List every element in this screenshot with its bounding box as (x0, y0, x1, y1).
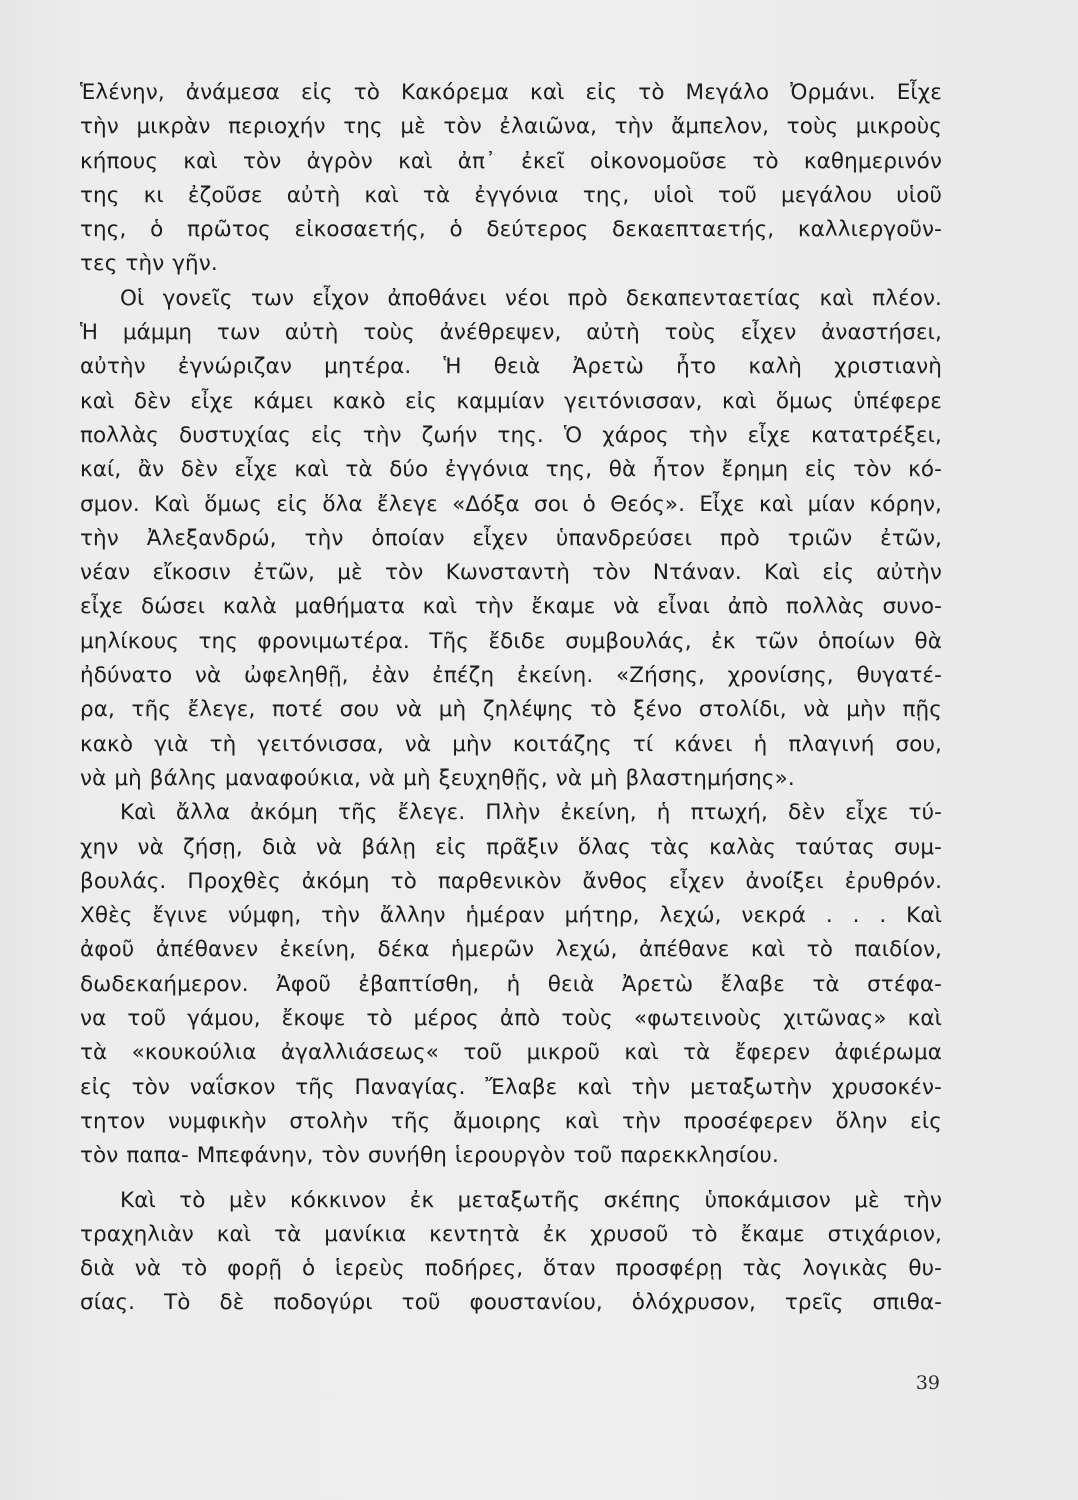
text-line: αὐτὴν ἐγνώριζαν μητέρα. Ἡ θειὰ Ἀρετὼ ἦτο καλὴ χριστιανὴ (80, 354, 942, 380)
text-line: χην νὰ ζήσῃ, διὰ νὰ βάλῃ εἰς πρᾶξιν ὅλας τὰς καλὰς ταύτας συμ- (80, 834, 942, 860)
text-line: Καὶ ἄλλα ἀκόμη τῆς ἔλεγε. Πλὴν ἐκείνη, ἡ πτωχή, δὲν εἶχε τύ- (120, 800, 942, 826)
text-line: καὶ δὲν εἶχε κάμει κακὸ εἰς καμμίαν γειτόνισσαν, καὶ ὅμως ὑπέφερε (80, 388, 942, 414)
text-line: καί, ἂν δὲν εἶχε καὶ τὰ δύο ἐγγόνια της, θὰ ἦτον ἔρημη εἰς τὸν κό- (80, 457, 942, 483)
text-line: ρα, τῆς ἔλεγε, ποτέ σου νὰ μὴ ζηλέψης τὸ ξένο στολίδι, νὰ μὴν πῇς (80, 697, 942, 723)
text-line: Ἡ μάμμη των αὐτὴ τοὺς ἀνέθρεψεν, αὐτὴ τοὺς εἶχεν ἀναστήσει, (80, 320, 942, 346)
paragraph-2 (80, 282, 942, 796)
text-line: τητον νυμφικὴν στολὴν τῆς ἄμοιρης καὶ τὴν προσέφερεν ὅλην εἰς (80, 1108, 942, 1134)
text-line: της κι ἐζοῦσε αὐτὴ καὶ τὰ ἐγγόνια της, υἱοὶ τοῦ μεγάλου υἱοῦ (80, 182, 942, 208)
text-line: εἶχε δώσει καλὰ μαθήματα καὶ τὴν ἔκαμε νὰ εἶναι ἀπὸ πολλὰς συνο- (80, 594, 942, 620)
text-line: δωδεκαήμερον. Ἀφοῦ ἐβαπτίσθη, ἡ θειὰ Ἀρετὼ ἔλαβε τὰ στέφα- (80, 971, 942, 997)
text-line: βουλάς. Προχθὲς ἀκόμη τὸ παρθενικὸν ἄνθος εἶχεν ἀνοίξει ἐρυθρόν. (80, 868, 942, 894)
text-line: σμον. Καὶ ὅμως εἰς ὅλα ἔλεγε «Δόξα σοι ὁ Θεός». Εἶχε καὶ μίαν κόρην, (80, 491, 942, 517)
text-line: κακὸ γιὰ τὴ γειτόνισσα, νὰ μὴν κοιτάζης τί κάνει ἡ πλαγινή σου, (80, 731, 942, 757)
text-line: να τοῦ γάμου, ἔκοψε τὸ μέρος ἀπὸ τοὺς «φωτεινοὺς χιτῶνας» καὶ (80, 1006, 942, 1032)
text-line: διὰ νὰ τὸ φορῇ ὁ ἱερεὺς ποδήρες, ὅταν προσφέρῃ τὰς λογικὰς θυ- (80, 1256, 942, 1282)
text-line: μηλίκους της φρονιμωτέρα. Τῆς ἔδιδε συμβουλάς, ἐκ τῶν ὁποίων θὰ (80, 628, 942, 654)
text-line: κήπους καὶ τὸν ἀγρὸν καὶ ἀπ᾽ ἐκεῖ οἰκονομοῦσε τὸ καθημερινόν (80, 148, 942, 174)
text-line: τὴν Ἀλεξανδρώ, τὴν ὁποίαν εἶχεν ὑπανδρεύσει πρὸ τριῶν ἐτῶν, (80, 525, 942, 551)
paragraph-1 (80, 76, 942, 282)
text-line: τραχηλιὰν καὶ τὰ μανίκια κεντητὰ ἐκ χρυσοῦ τὸ ἔκαμε στιχάριον, (80, 1221, 942, 1247)
paragraph-4 (80, 1184, 942, 1321)
page-number: 39 (915, 1372, 940, 1394)
paragraph-spacer (80, 1174, 942, 1184)
text-line: τὰ «κουκούλια ἀγαλλιάσεως« τοῦ μικροῦ καὶ τὰ ἔφερεν ἀφιέρωμα (80, 1040, 942, 1066)
text-line: νὰ μὴ βάλης μαναφούκια, νὰ μὴ ξευχηθῇς, νὰ μὴ βλαστημήσης». (80, 765, 795, 791)
text-line: Ἑλένην, ἀνάμεσα εἰς τὸ Κακόρεμα καὶ εἰς τὸ Μεγάλο Ὀρμάνι. Εἶχε (80, 80, 942, 105)
text-line: σίας. Τὸ δὲ ποδογύρι τοῦ φουστανίου, ὁλόχρυσον, τρεῖς σπιθα- (80, 1290, 942, 1316)
text-line: τὴν μικρὰν περιοχήν της μὲ τὸν ἐλαιῶνα, τὴν ἄμπελον, τοὺς μικροὺς (80, 114, 942, 140)
text-line: Χθὲς ἔγινε νύμφη, τὴν ἄλλην ἡμέραν μήτηρ, λεχώ, νεκρά . . . Καὶ (80, 903, 942, 929)
text-line: εἰς τὸν ναΐσκον τῆς Παναγίας. Ἔλαβε καὶ τὴν μεταξωτὴν χρυσοκέν- (80, 1074, 942, 1100)
text-line: ἀφοῦ ἀπέθανεν ἐκείνη, δέκα ἡμερῶν λεχώ, ἀπέθανε καὶ τὸ παιδίον, (80, 937, 942, 963)
body-text (80, 76, 942, 1321)
text-line: Καὶ τὸ μὲν κόκκινον ἐκ μεταξωτῆς σκέπης ὑποκάμισον μὲ τὴν (120, 1187, 942, 1213)
text-line: πολλὰς δυστυχίας εἰς τὴν ζωήν της. Ὁ χάρος τὴν εἶχε κατατρέξει, (80, 422, 942, 448)
text-line: τες τὴν γῆν. (80, 251, 218, 277)
paragraph-3 (80, 796, 942, 1173)
text-line: τὸν παπα- Μπεφάνην, τὸν συνήθη ἱερουργὸν τοῦ παρεκκλησίου. (80, 1143, 779, 1169)
text-line: ἠδύνατο νὰ ὠφεληθῇ, ἐὰν ἐπέζη ἐκείνη. «Ζήσης, χρονίσης, θυγατέ- (80, 663, 942, 689)
text-line: Οἱ γονεῖς των εἶχον ἀποθάνει νέοι πρὸ δεκαπενταετίας καὶ πλέον. (120, 285, 942, 311)
text-line: νέαν εἴκοσιν ἐτῶν, μὲ τὸν Κωνσταντὴ τὸν Ντάναν. Καὶ εἰς αὐτὴν (80, 560, 942, 586)
text-line: της, ὁ πρῶτος εἰκοσαετής, ὁ δεύτερος δεκαεπταετής, καλλιεργοῦν- (80, 217, 942, 243)
